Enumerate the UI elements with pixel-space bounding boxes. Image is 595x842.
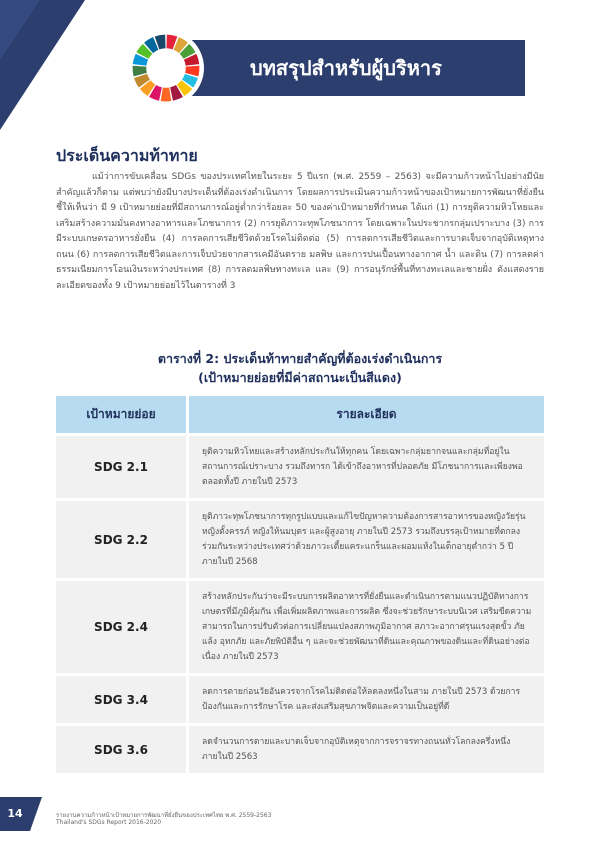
intro-paragraph: แม้ว่าการขับเคลื่อน SDGs ของประเทศไทยในระยะ 5 ปีแรก (พ.ศ. 2559 – 2563) จะมีความก้าวหน้าไปอย่างมีนัยสำคัญแล้วก็ตาม แต่พบว่ายังมีบางประเด็นที่ต้องเร่งดำเนินการ โดยผลการประเมินความก้าวหน้าของเป้าหมายการพัฒนาที่ยั่งยืน ชี้ให้เห็นว่า มี 9 เป้าหมายย่อยที่มีสถานการณ์อยู่ต่ำกว่าร้อยละ 50 ของค่าเป้าหมายที่กำหนด ได้แก่ (1) การยุติความหิวโหยและเสริมสร้างความมั่นคงทางอาหารและโภชนาการ (2) การยุติภาวะทุพโภชนาการ โดยเฉพาะในประชากรกลุ่มเปราะบาง (3) การมีระบบเกษตรอาหารยั่งยืน (4) การลดการเสียชีวิตด้วยโรคไม่ติดต่อ (5) การลดการเสียชีวิตและการบาดเจ็บจากอุบัติเหตุทางถนน (6) การลดการเสียชีวิตและการเจ็บป่วยจากสารเคมีอันตราย มลพิษ และการปนเปื้อนทางอากาศ น้ำ และดิน (7) การลดค่าธรรมเนียมการโอนเงินระหว่างประเทศ (8) การลดมลพิษทางทะเล และ (9) การอนุรักษ์พื้นที่ทางทะเลและชายฝั่ง ดังแสดงรายละเอียดของทั้ง 9 เป้าหมายย่อยไว้ในตารางที่ 3 xyxy=(56,172,544,291)
page-number-tip xyxy=(30,797,42,831)
table-row xyxy=(56,435,544,500)
target-code: SDG 3.6 xyxy=(56,725,188,775)
table-caption xyxy=(56,349,544,387)
target-detail: สร้างหลักประกันว่าจะมีระบบการผลิตอาหารที่ยั่งยืนและดำเนินการตามแนวปฏิบัติทางการเกษตรที่มีภูมิคุ้มกัน เพื่อเพิ่มผลิตภาพและการผลิต ซึ่งจะช่วยรักษาระบบนิเวศ เสริมขีดความสามารถในการปรับตัวต่อการเปลี่ยนแปลงสภาพภูมิอากาศ สภาวะอากาศรุนแรงสุดขั้ว ภัยแล้ง อุทกภัย และภัยพิบัติอื่น ๆ และจะช่วยพัฒนาที่ดินและคุณภาพของดินและที่ดินอย่างต่อเนื่อง ภายในปี 2573 xyxy=(188,580,545,675)
target-detail: ลดจำนวนการตายและบาดเจ็บจากอุบัติเหตุจากการจราจรทางถนนทั่วโลกลงครึ่งหนึ่ง ภายในปี 2563 xyxy=(188,725,545,775)
header-target: เป้าหมายย่อย xyxy=(56,396,188,435)
target-detail: ยุติความหิวโหยและสร้างหลักประกันให้ทุกคน โดยเฉพาะกลุ่มยากจนและกลุ่มที่อยู่ในสถานการณ์เปราะบาง รวมถึงทารก ได้เข้าถึงอาหารที่ปลอดภัย มีโภชนาการและเพียงพอตลอดทั้งปี ภายในปี 2573 xyxy=(188,435,545,500)
sdg-wheel-icon xyxy=(128,30,204,106)
table-row xyxy=(56,725,544,775)
target-code: SDG 2.4 xyxy=(56,580,188,675)
target-code: SDG 2.2 xyxy=(56,500,188,580)
table-caption-line2: (เป้าหมายย่อยที่มีค่าสถานะเป็นสีแดง) xyxy=(198,370,402,385)
header-detail: รายละเอียด xyxy=(188,396,545,435)
table-row xyxy=(56,500,544,580)
page-number: 14 xyxy=(0,797,30,831)
target-detail: ยุติภาวะทุพโภชนาการทุกรูปแบบและแก้ไขปัญหาความต้องการสารอาหารของหญิงวัยรุ่น หญิงตั้งครรภ์ หญิงให้นมบุตร และผู้สูงอายุ ภายในปี 2573 รวมถึงบรรลุเป้าหมายที่ตกลงร่วมกันระหว่างประเทศว่าด้วยภาวะเตี้ยแคระแกร็นและผอมแห้งในเด็กอายุต่ำกว่า 5 ปี ภายในปี 2568 xyxy=(188,500,545,580)
target-code: SDG 3.4 xyxy=(56,675,188,725)
footer-report-th: รายงานความก้าวหน้าเป้าหมายการพัฒนาที่ยั่งยืนของประเทศไทย พ.ศ. 2559-2563 xyxy=(56,812,272,819)
section-heading: ประเด็นความท้าทาย xyxy=(56,146,198,165)
footer-report-en: Thailand's SDGs Report 2016-2020 xyxy=(56,819,162,826)
table-row xyxy=(56,675,544,725)
corner-decoration-shade xyxy=(0,0,40,60)
table-header-row xyxy=(56,396,544,435)
target-detail: ลดการตายก่อนวัยอันควรจากโรคไม่ติดต่อให้ลดลงหนึ่งในสาม ภายในปี 2573 ด้วยการป้องกันและการรักษาโรค และส่งเสริมสุขภาพจิตและความเป็นอยู่ที่ดี xyxy=(188,675,545,725)
target-code: SDG 2.1 xyxy=(56,435,188,500)
page-title: บทสรุปสำหรับผู้บริหาร xyxy=(250,56,442,80)
challenges-table xyxy=(56,396,544,776)
table-row xyxy=(56,580,544,675)
table-caption-line1: ตารางที่ 2: ประเด็นท้าทายสำคัญที่ต้องเร่งดำเนินการ xyxy=(157,351,443,366)
